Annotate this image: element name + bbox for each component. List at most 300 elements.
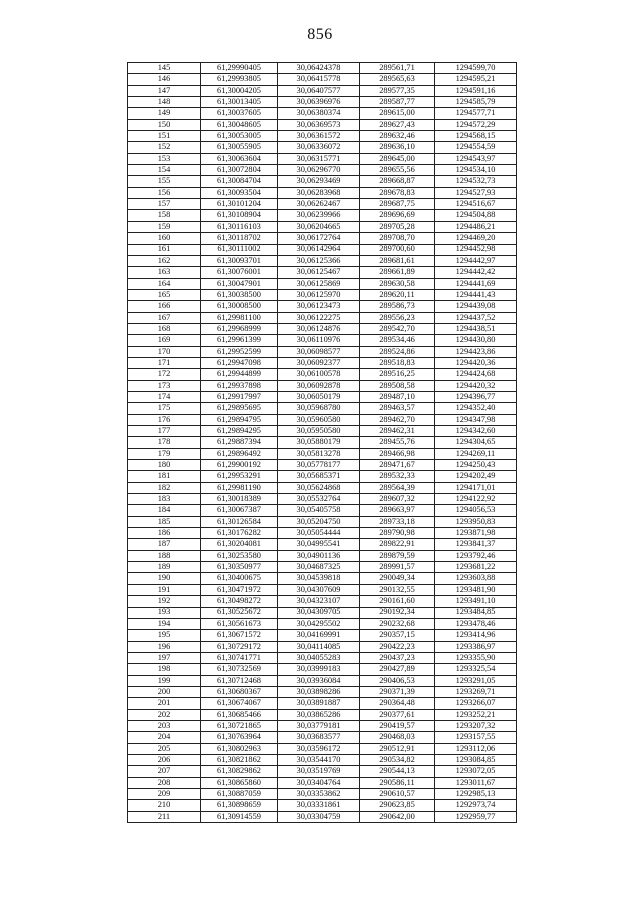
y-coordinate-cell: 1293325,54: [435, 664, 517, 675]
x-coordinate-cell: 290427,89: [360, 664, 435, 675]
longitude-cell: 30,05624868: [278, 482, 360, 493]
point-number-cell: 149: [128, 108, 201, 119]
point-number-cell: 157: [128, 199, 201, 210]
x-coordinate-cell: 289508,58: [360, 380, 435, 391]
y-coordinate-cell: 1294304,65: [435, 437, 517, 448]
y-coordinate-cell: 1294423,86: [435, 346, 517, 357]
point-number-cell: 145: [128, 63, 201, 74]
table-row: [128, 357, 517, 368]
y-coordinate-cell: 1294441,43: [435, 289, 517, 300]
latitude-cell: 61,30084704: [201, 176, 278, 187]
y-coordinate-cell: 1294572,29: [435, 119, 517, 130]
table-row: [128, 732, 517, 743]
x-coordinate-cell: 289524,86: [360, 346, 435, 357]
point-number-cell: 170: [128, 346, 201, 357]
x-coordinate-cell: 290534,82: [360, 754, 435, 765]
latitude-cell: 61,30204081: [201, 539, 278, 550]
latitude-cell: 61,29952599: [201, 346, 278, 357]
y-coordinate-cell: 1294577,71: [435, 108, 517, 119]
table-row: [128, 550, 517, 561]
longitude-cell: 30,05532764: [278, 494, 360, 505]
y-coordinate-cell: 1294438,51: [435, 323, 517, 334]
point-number-cell: 154: [128, 165, 201, 176]
y-coordinate-cell: 1293478,46: [435, 618, 517, 629]
point-number-cell: 210: [128, 800, 201, 811]
table-row: [128, 573, 517, 584]
point-number-cell: 181: [128, 471, 201, 482]
latitude-cell: 61,30101204: [201, 199, 278, 210]
table-row: [128, 460, 517, 471]
longitude-cell: 30,06125467: [278, 267, 360, 278]
point-number-cell: 211: [128, 811, 201, 822]
table-row: [128, 119, 517, 130]
longitude-cell: 30,05405758: [278, 505, 360, 516]
x-coordinate-cell: 289733,18: [360, 516, 435, 527]
latitude-cell: 61,30561673: [201, 618, 278, 629]
point-number-cell: 176: [128, 414, 201, 425]
latitude-cell: 61,30048605: [201, 119, 278, 130]
table-row: [128, 539, 517, 550]
x-coordinate-cell: 289565,63: [360, 74, 435, 85]
latitude-cell: 61,30037605: [201, 108, 278, 119]
y-coordinate-cell: 1294441,69: [435, 278, 517, 289]
x-coordinate-cell: 290406,53: [360, 675, 435, 686]
point-number-cell: 174: [128, 391, 201, 402]
latitude-cell: 61,30898659: [201, 800, 278, 811]
page-number: 856: [307, 26, 333, 43]
x-coordinate-cell: 290422,23: [360, 641, 435, 652]
longitude-cell: 30,06369573: [278, 119, 360, 130]
latitude-cell: 61,29896492: [201, 448, 278, 459]
table-row: [128, 584, 517, 595]
latitude-cell: 61,30063604: [201, 153, 278, 164]
point-number-cell: 184: [128, 505, 201, 516]
x-coordinate-cell: 289790,98: [360, 528, 435, 539]
table-row: [128, 153, 517, 164]
x-coordinate-cell: 290437,23: [360, 652, 435, 663]
y-coordinate-cell: 1294532,73: [435, 176, 517, 187]
longitude-cell: 30,04539818: [278, 573, 360, 584]
x-coordinate-cell: 289462,31: [360, 426, 435, 437]
latitude-cell: 61,30498272: [201, 596, 278, 607]
longitude-cell: 30,06396976: [278, 97, 360, 108]
y-coordinate-cell: 1293481,90: [435, 584, 517, 595]
latitude-cell: 61,30004205: [201, 85, 278, 96]
longitude-cell: 30,06125366: [278, 255, 360, 266]
y-coordinate-cell: 1294420,32: [435, 380, 517, 391]
longitude-cell: 30,03999183: [278, 664, 360, 675]
x-coordinate-cell: 289516,25: [360, 369, 435, 380]
point-number-cell: 206: [128, 754, 201, 765]
latitude-cell: 61,29895695: [201, 403, 278, 414]
y-coordinate-cell: 1293157,55: [435, 732, 517, 743]
longitude-cell: 30,03596172: [278, 743, 360, 754]
y-coordinate-cell: 1292973,74: [435, 800, 517, 811]
x-coordinate-cell: 290132,55: [360, 584, 435, 595]
y-coordinate-cell: 1292959,77: [435, 811, 517, 822]
x-coordinate-cell: 290642,00: [360, 811, 435, 822]
point-number-cell: 200: [128, 686, 201, 697]
point-number-cell: 167: [128, 312, 201, 323]
x-coordinate-cell: 290049,34: [360, 573, 435, 584]
latitude-cell: 61,30821862: [201, 754, 278, 765]
table-row: [128, 437, 517, 448]
x-coordinate-cell: 289620,11: [360, 289, 435, 300]
x-coordinate-cell: 290544,13: [360, 766, 435, 777]
x-coordinate-cell: 290586,11: [360, 777, 435, 788]
y-coordinate-cell: 1294202,49: [435, 471, 517, 482]
latitude-cell: 61,29944899: [201, 369, 278, 380]
point-number-cell: 172: [128, 369, 201, 380]
x-coordinate-cell: 289542,70: [360, 323, 435, 334]
table-row: [128, 414, 517, 425]
latitude-cell: 61,30253580: [201, 550, 278, 561]
table-row: [128, 698, 517, 709]
table-row: [128, 652, 517, 663]
point-number-cell: 199: [128, 675, 201, 686]
x-coordinate-cell: 289822,91: [360, 539, 435, 550]
latitude-cell: 61,30400675: [201, 573, 278, 584]
point-number-cell: 153: [128, 153, 201, 164]
table-row: [128, 301, 517, 312]
table-row: [128, 255, 517, 266]
latitude-cell: 61,30067387: [201, 505, 278, 516]
x-coordinate-cell: 289991,57: [360, 562, 435, 573]
longitude-cell: 30,06124876: [278, 323, 360, 334]
longitude-cell: 30,04687325: [278, 562, 360, 573]
latitude-cell: 61,30741771: [201, 652, 278, 663]
latitude-cell: 61,30108904: [201, 210, 278, 221]
y-coordinate-cell: 1294599,70: [435, 63, 517, 74]
y-coordinate-cell: 1293291,05: [435, 675, 517, 686]
point-number-cell: 182: [128, 482, 201, 493]
point-number-cell: 189: [128, 562, 201, 573]
point-number-cell: 203: [128, 720, 201, 731]
longitude-cell: 30,03898286: [278, 686, 360, 697]
longitude-cell: 30,05778177: [278, 460, 360, 471]
latitude-cell: 61,30013405: [201, 97, 278, 108]
point-number-cell: 150: [128, 119, 201, 130]
longitude-cell: 30,04114085: [278, 641, 360, 652]
table-row: [128, 289, 517, 300]
y-coordinate-cell: 1294122,92: [435, 494, 517, 505]
table-row: [128, 199, 517, 210]
latitude-cell: 61,29894295: [201, 426, 278, 437]
coordinates-table-body: [128, 63, 517, 823]
x-coordinate-cell: 289661,89: [360, 267, 435, 278]
point-number-cell: 162: [128, 255, 201, 266]
point-number-cell: 169: [128, 335, 201, 346]
longitude-cell: 30,06122275: [278, 312, 360, 323]
latitude-cell: 61,30093701: [201, 255, 278, 266]
latitude-cell: 61,30076001: [201, 267, 278, 278]
point-number-cell: 186: [128, 528, 201, 539]
longitude-cell: 30,04995541: [278, 539, 360, 550]
x-coordinate-cell: 289466,98: [360, 448, 435, 459]
point-number-cell: 160: [128, 233, 201, 244]
latitude-cell: 61,30055905: [201, 142, 278, 153]
table-row: [128, 607, 517, 618]
x-coordinate-cell: 290232,68: [360, 618, 435, 629]
y-coordinate-cell: 1294554,59: [435, 142, 517, 153]
y-coordinate-cell: 1293681,22: [435, 562, 517, 573]
table-row: [128, 403, 517, 414]
x-coordinate-cell: 289463,57: [360, 403, 435, 414]
latitude-cell: 61,30053005: [201, 131, 278, 142]
y-coordinate-cell: 1294516,67: [435, 199, 517, 210]
y-coordinate-cell: 1293269,71: [435, 686, 517, 697]
y-coordinate-cell: 1294424,68: [435, 369, 517, 380]
latitude-cell: 61,30729172: [201, 641, 278, 652]
point-number-cell: 158: [128, 210, 201, 221]
x-coordinate-cell: 290419,57: [360, 720, 435, 731]
x-coordinate-cell: 289708,70: [360, 233, 435, 244]
longitude-cell: 30,06092878: [278, 380, 360, 391]
longitude-cell: 30,06204665: [278, 221, 360, 232]
y-coordinate-cell: 1293484,85: [435, 607, 517, 618]
table-row: [128, 720, 517, 731]
longitude-cell: 30,06407577: [278, 85, 360, 96]
table-row: [128, 505, 517, 516]
longitude-cell: 30,06092377: [278, 357, 360, 368]
latitude-cell: 61,29894795: [201, 414, 278, 425]
x-coordinate-cell: 290357,15: [360, 630, 435, 641]
x-coordinate-cell: 289627,43: [360, 119, 435, 130]
latitude-cell: 61,29981100: [201, 312, 278, 323]
latitude-cell: 61,30038500: [201, 289, 278, 300]
longitude-cell: 30,05685371: [278, 471, 360, 482]
x-coordinate-cell: 289518,83: [360, 357, 435, 368]
point-number-cell: 191: [128, 584, 201, 595]
table-row: [128, 278, 517, 289]
table-row: [128, 562, 517, 573]
x-coordinate-cell: 289586,73: [360, 301, 435, 312]
latitude-cell: 61,30118702: [201, 233, 278, 244]
point-number-cell: 202: [128, 709, 201, 720]
point-number-cell: 209: [128, 789, 201, 800]
table-row: [128, 675, 517, 686]
table-row: [128, 380, 517, 391]
longitude-cell: 30,06142964: [278, 244, 360, 255]
point-number-cell: 146: [128, 74, 201, 85]
point-number-cell: 204: [128, 732, 201, 743]
point-number-cell: 165: [128, 289, 201, 300]
longitude-cell: 30,06424378: [278, 63, 360, 74]
table-row: [128, 630, 517, 641]
latitude-cell: 61,30674067: [201, 698, 278, 709]
point-number-cell: 164: [128, 278, 201, 289]
point-number-cell: 163: [128, 267, 201, 278]
latitude-cell: 61,30732569: [201, 664, 278, 675]
latitude-cell: 61,30116103: [201, 221, 278, 232]
table-row: [128, 528, 517, 539]
table-row: [128, 97, 517, 108]
longitude-cell: 30,05813278: [278, 448, 360, 459]
latitude-cell: 61,30680367: [201, 686, 278, 697]
y-coordinate-cell: 1294595,21: [435, 74, 517, 85]
table-row: [128, 108, 517, 119]
point-number-cell: 175: [128, 403, 201, 414]
table-row: [128, 777, 517, 788]
x-coordinate-cell: 289561,71: [360, 63, 435, 74]
x-coordinate-cell: 289587,77: [360, 97, 435, 108]
x-coordinate-cell: 289687,75: [360, 199, 435, 210]
point-number-cell: 161: [128, 244, 201, 255]
x-coordinate-cell: 289681,61: [360, 255, 435, 266]
latitude-cell: 61,30914559: [201, 811, 278, 822]
longitude-cell: 30,03304759: [278, 811, 360, 822]
longitude-cell: 30,06123473: [278, 301, 360, 312]
point-number-cell: 152: [128, 142, 201, 153]
table-row: [128, 596, 517, 607]
x-coordinate-cell: 289705,28: [360, 221, 435, 232]
x-coordinate-cell: 289636,10: [360, 142, 435, 153]
point-number-cell: 192: [128, 596, 201, 607]
longitude-cell: 30,06361572: [278, 131, 360, 142]
latitude-cell: 61,29990405: [201, 63, 278, 74]
y-coordinate-cell: 1293266,07: [435, 698, 517, 709]
longitude-cell: 30,03779181: [278, 720, 360, 731]
table-row: [128, 323, 517, 334]
x-coordinate-cell: 289564,39: [360, 482, 435, 493]
point-number-cell: 168: [128, 323, 201, 334]
y-coordinate-cell: 1294342,60: [435, 426, 517, 437]
y-coordinate-cell: 1294504,88: [435, 210, 517, 221]
x-coordinate-cell: 290161,60: [360, 596, 435, 607]
y-coordinate-cell: 1294352,40: [435, 403, 517, 414]
point-number-cell: 151: [128, 131, 201, 142]
latitude-cell: 61,30887059: [201, 789, 278, 800]
y-coordinate-cell: 1293386,97: [435, 641, 517, 652]
y-coordinate-cell: 1293603,88: [435, 573, 517, 584]
longitude-cell: 30,04295502: [278, 618, 360, 629]
latitude-cell: 61,29937898: [201, 380, 278, 391]
latitude-cell: 61,29917997: [201, 391, 278, 402]
longitude-cell: 30,03519769: [278, 766, 360, 777]
longitude-cell: 30,06336072: [278, 142, 360, 153]
x-coordinate-cell: 289678,83: [360, 187, 435, 198]
longitude-cell: 30,04169991: [278, 630, 360, 641]
point-number-cell: 205: [128, 743, 201, 754]
table-row: [128, 743, 517, 754]
y-coordinate-cell: 1294585,79: [435, 97, 517, 108]
longitude-cell: 30,05968780: [278, 403, 360, 414]
longitude-cell: 30,06296770: [278, 165, 360, 176]
longitude-cell: 30,06380374: [278, 108, 360, 119]
table-row: [128, 210, 517, 221]
point-number-cell: 178: [128, 437, 201, 448]
table-row: [128, 766, 517, 777]
table-row: [128, 85, 517, 96]
table-row: [128, 165, 517, 176]
y-coordinate-cell: 1293072,05: [435, 766, 517, 777]
y-coordinate-cell: 1294250,43: [435, 460, 517, 471]
latitude-cell: 61,30865860: [201, 777, 278, 788]
x-coordinate-cell: 289532,33: [360, 471, 435, 482]
y-coordinate-cell: 1293084,85: [435, 754, 517, 765]
y-coordinate-cell: 1293841,37: [435, 539, 517, 550]
point-number-cell: 155: [128, 176, 201, 187]
point-number-cell: 188: [128, 550, 201, 561]
x-coordinate-cell: 289630,58: [360, 278, 435, 289]
point-number-cell: 185: [128, 516, 201, 527]
latitude-cell: 61,29947098: [201, 357, 278, 368]
x-coordinate-cell: 290192,34: [360, 607, 435, 618]
y-coordinate-cell: 1294347,98: [435, 414, 517, 425]
longitude-cell: 30,06315771: [278, 153, 360, 164]
y-coordinate-cell: 1293871,98: [435, 528, 517, 539]
table-row: [128, 471, 517, 482]
x-coordinate-cell: 290623,85: [360, 800, 435, 811]
latitude-cell: 61,29900192: [201, 460, 278, 471]
table-row: [128, 346, 517, 357]
longitude-cell: 30,06172764: [278, 233, 360, 244]
longitude-cell: 30,03683577: [278, 732, 360, 743]
table-row: [128, 618, 517, 629]
table-row: [128, 482, 517, 493]
y-coordinate-cell: 1294420,36: [435, 357, 517, 368]
longitude-cell: 30,04901136: [278, 550, 360, 561]
y-coordinate-cell: 1292985,13: [435, 789, 517, 800]
table-row: [128, 494, 517, 505]
latitude-cell: 61,30047901: [201, 278, 278, 289]
y-coordinate-cell: 1294056,53: [435, 505, 517, 516]
latitude-cell: 61,29961399: [201, 335, 278, 346]
point-number-cell: 147: [128, 85, 201, 96]
x-coordinate-cell: 289487,10: [360, 391, 435, 402]
longitude-cell: 30,03544170: [278, 754, 360, 765]
point-number-cell: 197: [128, 652, 201, 663]
table-row: [128, 63, 517, 74]
table-row: [128, 74, 517, 85]
latitude-cell: 61,30111002: [201, 244, 278, 255]
longitude-cell: 30,04309705: [278, 607, 360, 618]
table-row: [128, 448, 517, 459]
latitude-cell: 61,29953291: [201, 471, 278, 482]
y-coordinate-cell: 1294568,15: [435, 131, 517, 142]
x-coordinate-cell: 289696,69: [360, 210, 435, 221]
y-coordinate-cell: 1294452,98: [435, 244, 517, 255]
table-row: [128, 789, 517, 800]
point-number-cell: 201: [128, 698, 201, 709]
longitude-cell: 30,05204750: [278, 516, 360, 527]
longitude-cell: 30,06110976: [278, 335, 360, 346]
table-row: [128, 664, 517, 675]
table-row: [128, 335, 517, 346]
table-row: [128, 800, 517, 811]
latitude-cell: 61,29887394: [201, 437, 278, 448]
longitude-cell: 30,06262467: [278, 199, 360, 210]
latitude-cell: 61,30072804: [201, 165, 278, 176]
latitude-cell: 61,30685466: [201, 709, 278, 720]
longitude-cell: 30,05880179: [278, 437, 360, 448]
point-number-cell: 166: [128, 301, 201, 312]
x-coordinate-cell: 289534,46: [360, 335, 435, 346]
x-coordinate-cell: 289455,76: [360, 437, 435, 448]
y-coordinate-cell: 1294527,93: [435, 187, 517, 198]
y-coordinate-cell: 1293252,21: [435, 709, 517, 720]
table-row: [128, 221, 517, 232]
x-coordinate-cell: 289471,67: [360, 460, 435, 471]
table-row: [128, 709, 517, 720]
point-number-cell: 190: [128, 573, 201, 584]
y-coordinate-cell: 1294396,77: [435, 391, 517, 402]
point-number-cell: 207: [128, 766, 201, 777]
longitude-cell: 30,06125970: [278, 289, 360, 300]
point-number-cell: 198: [128, 664, 201, 675]
latitude-cell: 61,30093504: [201, 187, 278, 198]
table-row: [128, 312, 517, 323]
